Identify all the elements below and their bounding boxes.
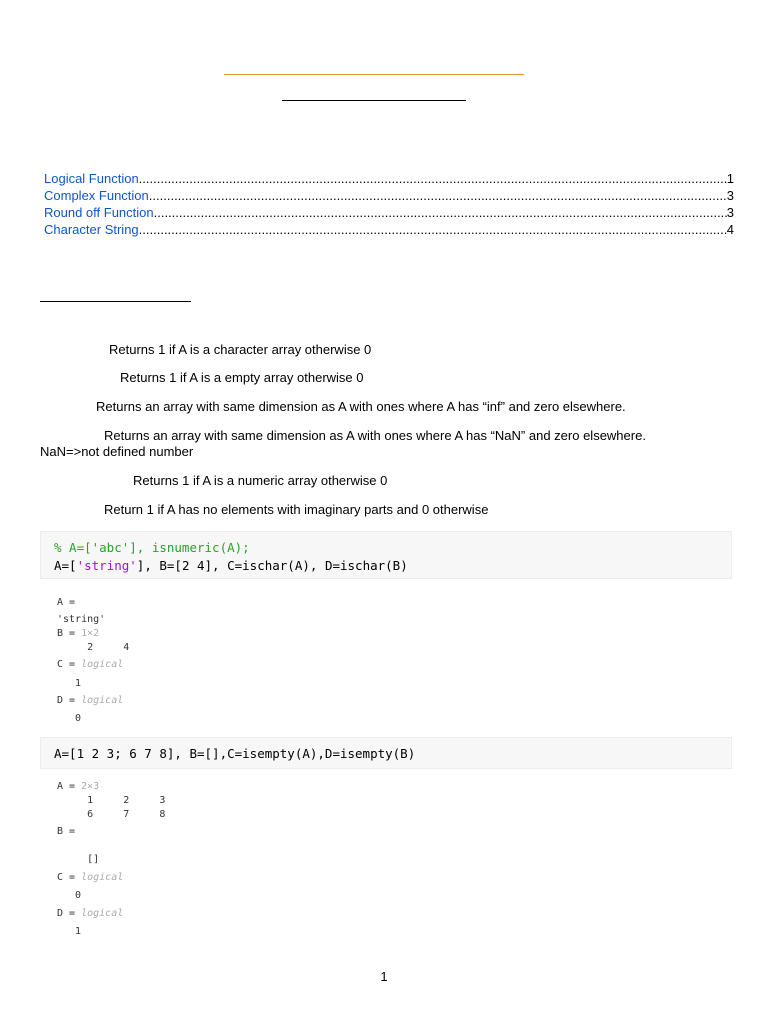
type-label: logical	[81, 908, 124, 919]
isinf-description: Returns an array with same dimension as A with ones where A has “inf” and zero elsewhere.	[96, 399, 626, 414]
isempty-description: Returns 1 if A is a empty array otherwise 0	[120, 370, 364, 385]
code-line: A=['string'], B=[2 4], C=ischar(A), D=ischar(B)	[54, 558, 408, 573]
isreal-description: Return 1 if A has no elements with imaginary parts and 0 otherwise	[104, 502, 489, 517]
isnumeric-description: Returns 1 if A is a numeric array otherwise 0	[133, 473, 388, 488]
toc-entry-complex-function[interactable]	[44, 187, 734, 204]
title-underline	[224, 74, 524, 75]
output-d-value: 0	[57, 713, 82, 724]
toc-link[interactable]: Character String	[44, 222, 139, 237]
output-b-label: B =	[57, 826, 76, 837]
nan-note: NaN=>not defined number	[40, 444, 194, 459]
toc-link[interactable]: Round off Function	[44, 205, 154, 220]
toc-page-number: 1	[726, 171, 734, 186]
output-d-value: 1	[57, 926, 82, 937]
output-b-value: []	[57, 854, 100, 865]
output-c-header: C = logical	[57, 659, 124, 670]
toc-entry-logical-function[interactable]	[44, 170, 734, 187]
subtitle-underline	[282, 100, 466, 101]
toc-link[interactable]: Complex Function	[44, 188, 149, 203]
type-label: logical	[81, 695, 124, 706]
output-a-row-2: 6 7 8	[57, 809, 166, 820]
output-b-header: B = 1×2	[57, 628, 100, 639]
code-string-literal: 'string'	[76, 558, 137, 573]
page-number: 1	[380, 969, 388, 984]
ischar-description: Returns 1 if A is a character array otherwise 0	[109, 342, 372, 357]
toc-page-number: 4	[726, 222, 734, 237]
code-block-ischar[interactable]	[40, 531, 732, 579]
code-comment: % A=['abc'], isnumeric(A);	[54, 540, 250, 555]
section-heading-underline	[40, 301, 191, 302]
output-a-header: A = 2×3	[57, 781, 100, 792]
isnan-description: Returns an array with same dimension as A with ones where A has “NaN” and zero elsewhere.	[104, 428, 646, 443]
toc-page-number: 3	[726, 205, 734, 220]
toc-entry-round-off-function[interactable]	[44, 204, 734, 221]
output-a-row-1: 1 2 3	[57, 795, 166, 806]
output-a-value: 'string'	[57, 614, 106, 625]
type-label: logical	[81, 872, 124, 883]
toc-link[interactable]: Logical Function	[44, 171, 139, 186]
toc-leader	[154, 204, 727, 221]
toc-entry-character-string[interactable]	[44, 221, 734, 238]
dimension-label: 2×3	[81, 781, 100, 792]
code-line: A=[1 2 3; 6 7 8], B=[],C=isempty(A),D=isempty(B)	[54, 746, 416, 761]
dimension-label: 1×2	[81, 628, 100, 639]
output-d-header: D = logical	[57, 695, 124, 706]
toc-leader	[139, 170, 727, 187]
toc-leader	[149, 187, 727, 204]
code-block-isempty[interactable]	[40, 737, 732, 769]
type-label: logical	[81, 659, 124, 670]
toc-page-number: 3	[726, 188, 734, 203]
output-a-label: A =	[57, 597, 76, 608]
table-of-contents	[44, 170, 734, 238]
output-c-header: C = logical	[57, 872, 124, 883]
output-c-value: 0	[57, 890, 82, 901]
output-c-value: 1	[57, 678, 82, 689]
output-b-values: 2 4	[57, 642, 130, 653]
output-d-header: D = logical	[57, 908, 124, 919]
toc-leader	[139, 221, 727, 238]
